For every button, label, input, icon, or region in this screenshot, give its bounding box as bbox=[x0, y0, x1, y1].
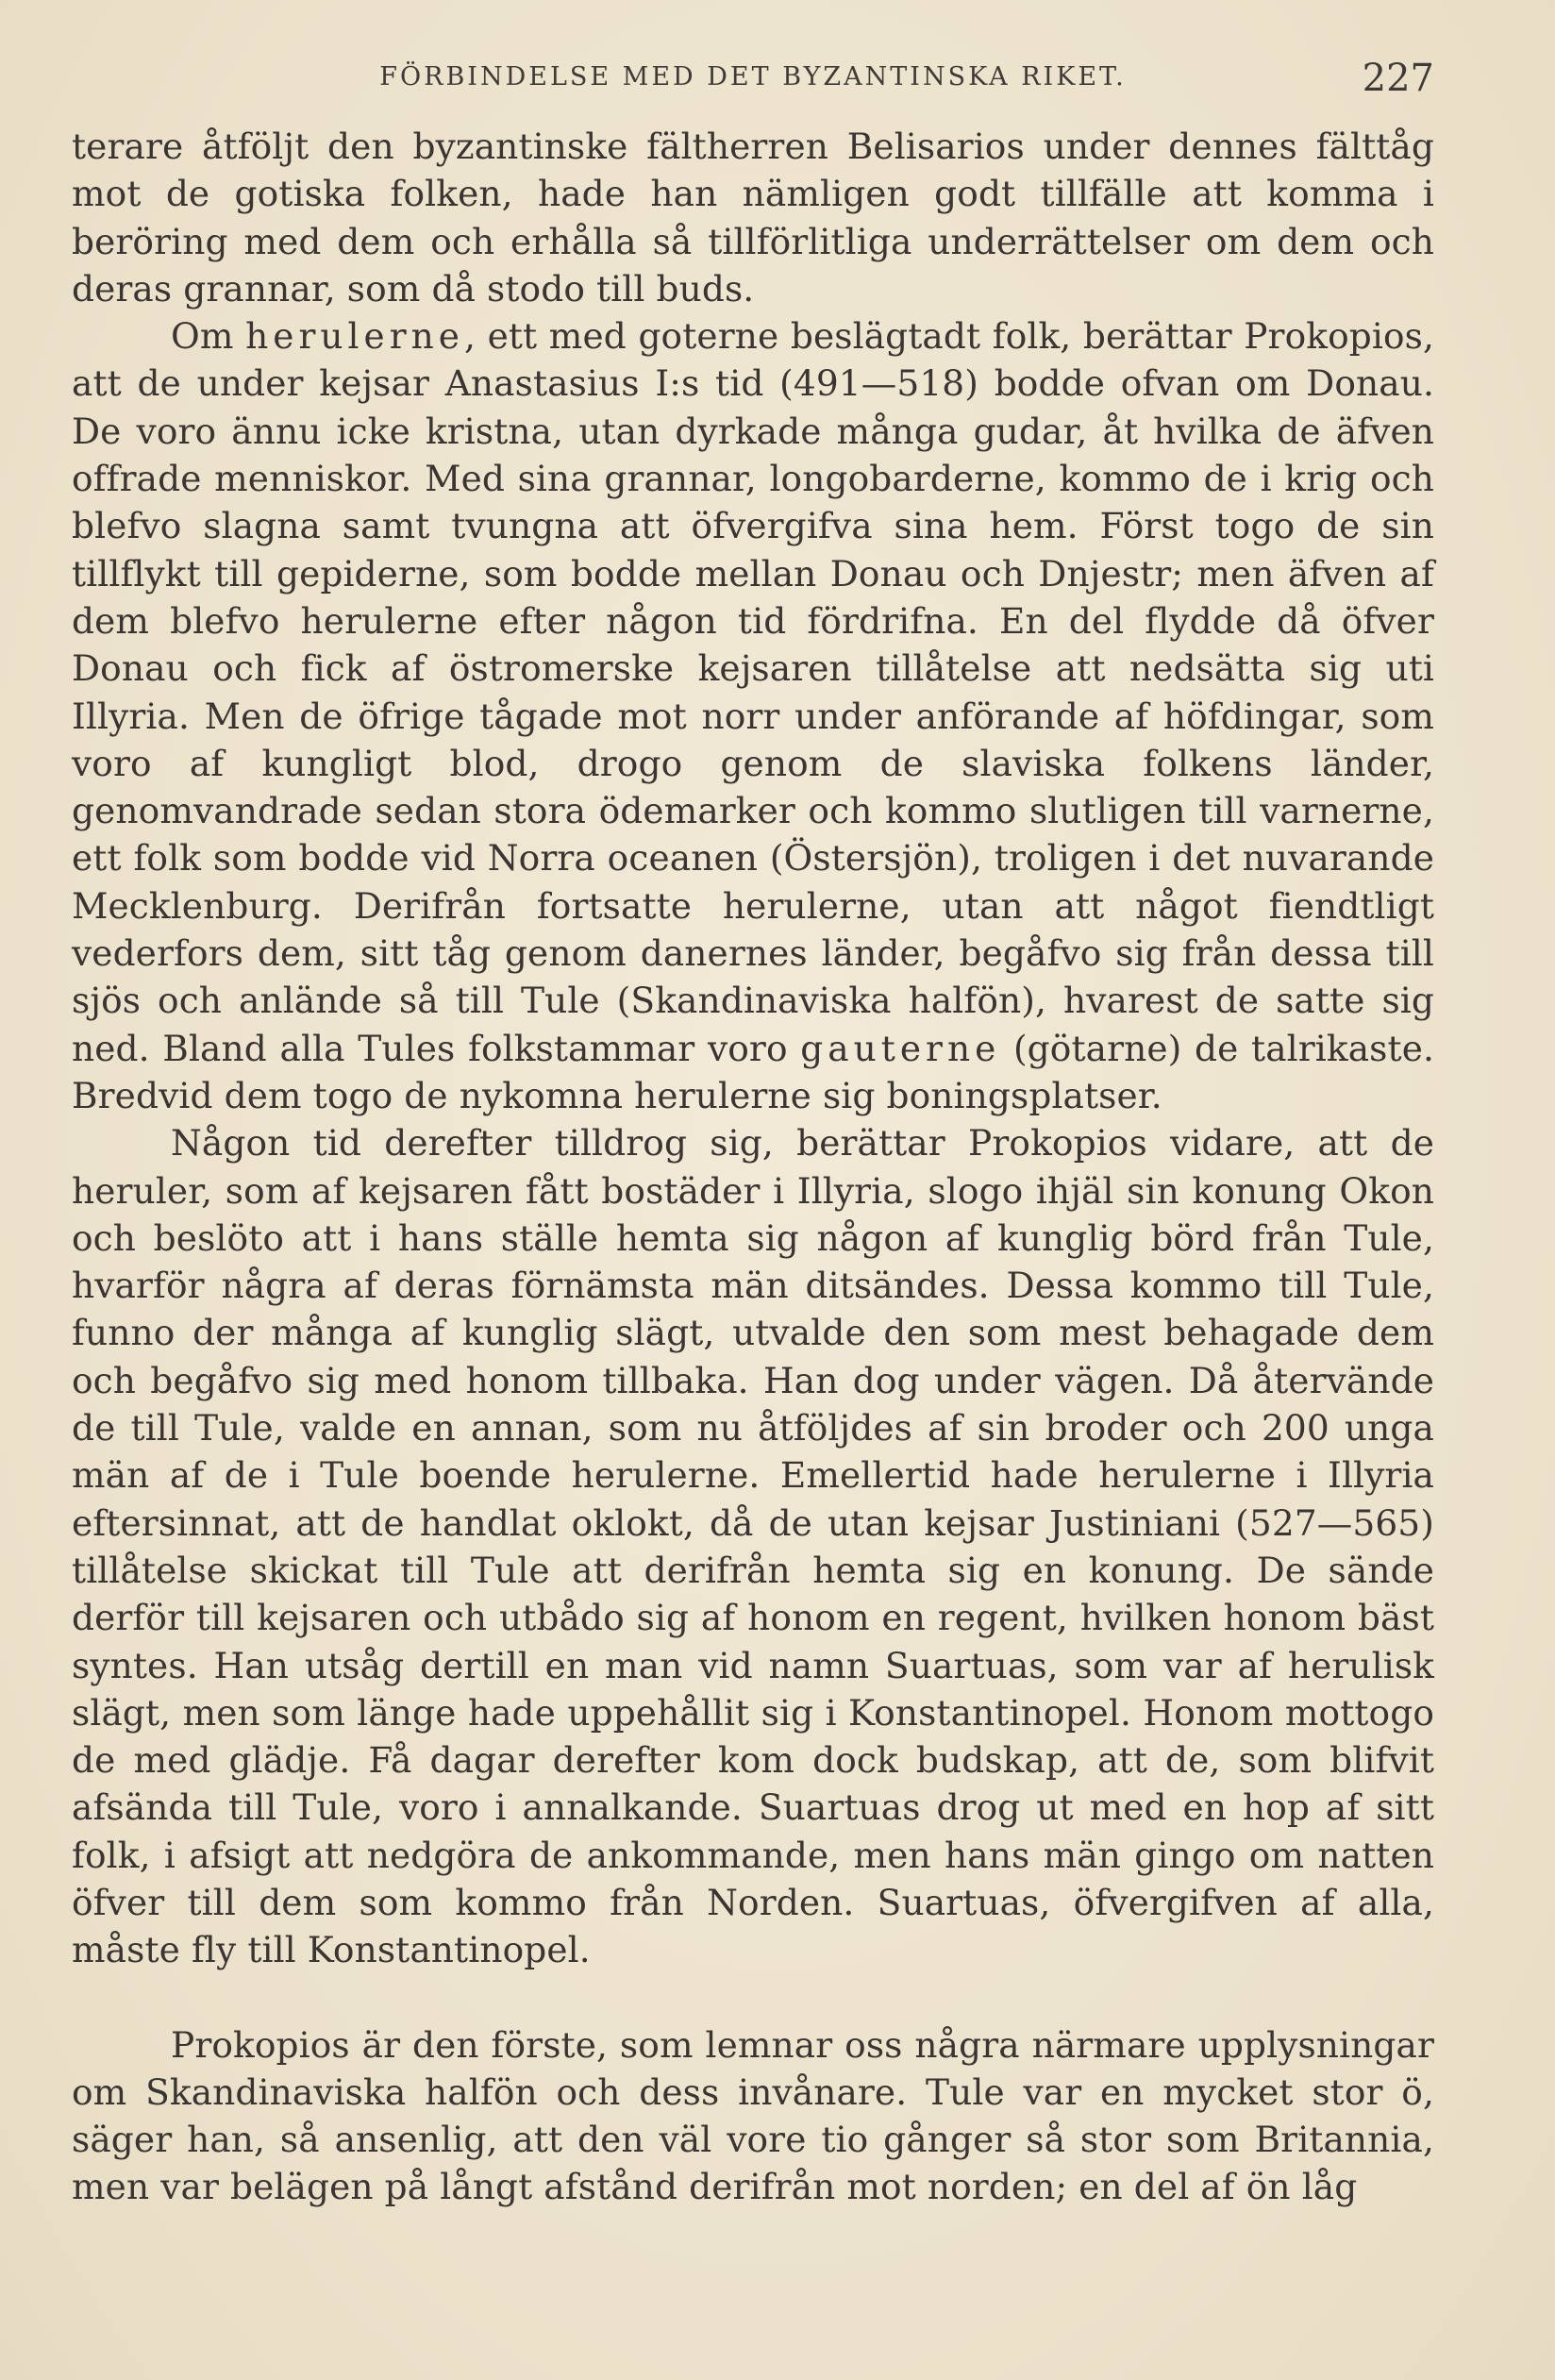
spaced-term-herulerne: herulerne bbox=[245, 315, 464, 358]
body-text bbox=[72, 123, 1434, 2211]
paragraph-2-lead: Om bbox=[171, 315, 246, 358]
paragraph-2-text: , ett med goterne beslägtadt folk, berättar Prokopios, att de under kejsar Anastasius I:s tid (491—518) bodde ofvan om Donau. De voro ännu icke kristna, utan dyrkade många gudar, åt hvilka de äfven offrade menniskor. Med sina grannar, longobarderne, kommo de i krig och blefvo slagna samt tvungna att öfvergifva sina hem. Först togo de sin tillflykt till gepiderne, som bodde mellan Donau och Dnjestr; men äfven af dem blefvo herulerne efter någon tid fördrifna. En del flydde då öfver Donau och fick af östromerske kejsaren tillåtelse att nedsätta sig uti Illyria. Men de öfrige tågade mot norr under anförande af höfdingar, som voro af kungligt blod, drogo genom de slaviska folkens länder, genomvandrade sedan stora ödemarker och kommo slutligen till varnerne, ett folk som bodde vid Norra oceanen (Östersjön), troligen i det nuvarande Mecklenburg. Derifrån fortsatte herulerne, utan att något fiendtligt vederfors dem, sitt tåg genom danernes länder, begåfvo sig från dessa till sjös och anlände så till Tule (Skandinaviska halfön), hvarest de satte sig ned. Bland alla Tules folkstammar voro bbox=[72, 315, 1434, 1069]
page-number: 227 bbox=[1362, 57, 1434, 100]
paragraph-3: Någon tid derefter tilldrog sig, berättar Prokopios vidare, att de heruler, som af kejsaren fått bostäder i Illyria, slogo ihjäl sin konung Okon och beslöto att i hans ställe hemta sig någon af kunglig börd från Tule, hvarför några af deras förnämsta män ditsändes. Dessa kommo till Tule, funno der många af kunglig slägt, utvalde den som mest behagade dem och begåfvo sig med honom tillbaka. Han dog under vägen. Då återvände de till Tule, valde en annan, som nu åtföljdes af sin broder och 200 unga män af de i Tule boende herulerne. Emellertid hade herulerne i Illyria eftersinnat, att de handlat oklokt, då de utan kejsar Justiniani (527—565) tillåtelse skickat till Tule att derifrån hemta sig en konung. De sände derför till kejsaren och utbådo sig af honom en regent, hvilken honom bäst syntes. Han utsåg dertill en man vid namn Suartuas, som var af herulisk slägt, men som länge hade uppehållit sig i Konstantinopel. Honom mottogo de med glädje. Få dagar derefter kom dock budskap, att de, som blifvit afsända till Tule, voro i annalkande. Suartuas drog ut med en hop af sitt folk, i afsigt att nedgöra de ankommande, men hans män gingo om natten öfver till dem som kommo från Norden. Suartuas, öfvergifven af alla, måste fly till Konstantinopel. bbox=[72, 1122, 1434, 1971]
paragraph-1: terare åtföljt den byzantinske fältherren Belisarios under dennes fälttåg mot de gotiska folken, hade han nämligen godt tillfälle att komma i beröring med dem och erhålla så tillförlitliga underrättelser om dem och deras grannar, som då stodo till buds. bbox=[72, 126, 1434, 310]
page-header bbox=[72, 57, 1434, 113]
running-head: FÖRBINDELSE MED DET BYZANTINSKA RIKET. bbox=[379, 62, 1127, 92]
paragraph-2 bbox=[72, 312, 1434, 1119]
paragraph-2-tail: (götarne) de talrikaste. Bredvid dem togo de nykomna herulerne sig boningsplatser. bbox=[72, 1027, 1435, 1116]
paragraph-4: Prokopios är den förste, som lemnar oss några närmare upplysningar om Skandinaviska halfön och dess invånare. Tule var en mycket stor ö, säger han, så ansenlig, att den väl vore tio gånger så stor som Britannia, men var belägen på långt afstånd derifrån mot norden; en del af ön låg bbox=[72, 2023, 1434, 2208]
spaced-term-gauterne: gauterne bbox=[800, 1027, 1001, 1069]
